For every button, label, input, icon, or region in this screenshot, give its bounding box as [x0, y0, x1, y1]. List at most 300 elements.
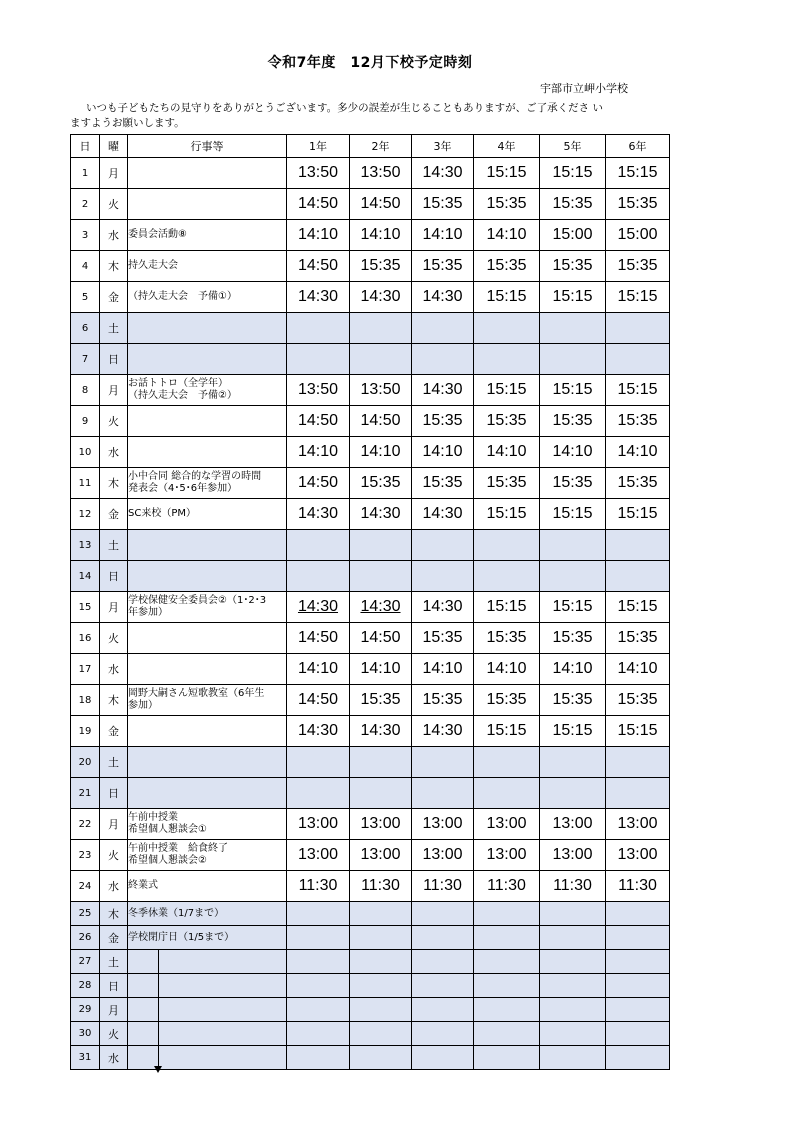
dismissal-time: 15:35 [360, 474, 401, 491]
time-cell-grade-1 [287, 189, 350, 220]
time-cell-grade-3 [412, 220, 474, 251]
time-cell-grade-5 [540, 840, 606, 871]
time-cell-grade-1 [287, 685, 350, 716]
weekday-cell: 木 [100, 468, 128, 499]
time-cell-grade-2 [350, 871, 412, 902]
time-cell-grade-4 [474, 189, 540, 220]
dismissal-time: 14:50 [297, 691, 339, 708]
time-cell-grade-4 [474, 1046, 540, 1070]
dismissal-time: 15:35 [422, 412, 463, 429]
dismissal-time: 13:50 [297, 164, 339, 181]
col-grade-4: 4年 [474, 135, 540, 158]
dismissal-time: 15:15 [617, 598, 658, 615]
day-cell: 30 [71, 1022, 100, 1046]
time-cell-grade-2 [350, 220, 412, 251]
time-cell-grade-4 [474, 592, 540, 623]
time-cell-grade-5 [540, 685, 606, 716]
time-cell-grade-2 [350, 840, 412, 871]
dismissal-time: 15:35 [552, 195, 593, 212]
time-cell-grade-4 [474, 251, 540, 282]
event-cell [128, 974, 287, 998]
dismissal-time: 14:30 [422, 598, 463, 615]
notice-text [70, 101, 670, 131]
time-cell-grade-1 [287, 623, 350, 654]
time-cell-grade-4 [474, 654, 540, 685]
time-cell-grade-1 [287, 974, 350, 998]
time-cell-grade-4 [474, 950, 540, 974]
dismissal-time: 15:15 [486, 164, 527, 181]
dismissal-time: 14:10 [360, 443, 401, 460]
time-cell-grade-3 [412, 809, 474, 840]
time-cell-grade-4 [474, 871, 540, 902]
time-cell-grade-1 [287, 654, 350, 685]
event-cell [128, 437, 287, 468]
dismissal-time: 14:10 [422, 443, 463, 460]
dismissal-time: 13:00 [297, 846, 339, 863]
dismissal-time: 14:50 [297, 195, 339, 212]
weekday-cell: 水 [100, 1046, 128, 1070]
dismissal-time: 14:30 [297, 598, 339, 615]
time-cell-grade-6 [606, 974, 670, 998]
dismissal-time: 14:10 [422, 226, 463, 243]
time-cell-grade-1 [287, 592, 350, 623]
time-cell-grade-3 [412, 685, 474, 716]
time-cell-grade-4 [474, 561, 540, 592]
time-cell-grade-2 [350, 437, 412, 468]
col-grade-1: 1年 [287, 135, 350, 158]
dismissal-time: 14:50 [360, 412, 401, 429]
time-cell-grade-1 [287, 437, 350, 468]
time-cell-grade-1 [287, 282, 350, 313]
time-cell-grade-6 [606, 778, 670, 809]
dismissal-time: 15:35 [486, 629, 527, 646]
notice-line-2: ますようお願いします。 [70, 117, 185, 129]
weekday-cell: 土 [100, 313, 128, 344]
time-cell-grade-4 [474, 685, 540, 716]
event-cell: 午前中授業 希望個人懇談会① [128, 809, 287, 840]
time-cell-grade-4 [474, 778, 540, 809]
dismissal-time: 13:00 [486, 815, 527, 832]
dismissal-time: 13:00 [422, 846, 463, 863]
day-cell: 17 [71, 654, 100, 685]
day-cell: 5 [71, 282, 100, 313]
time-cell-grade-2 [350, 623, 412, 654]
time-cell-grade-5 [540, 716, 606, 747]
time-cell-grade-4 [474, 747, 540, 778]
time-cell-grade-5 [540, 747, 606, 778]
time-cell-grade-3 [412, 251, 474, 282]
event-cell [128, 654, 287, 685]
dismissal-time: 14:50 [297, 629, 339, 646]
time-cell-grade-5 [540, 926, 606, 950]
time-cell-grade-4 [474, 623, 540, 654]
dismissal-time: 13:50 [360, 164, 401, 181]
dismissal-time: 15:00 [552, 226, 593, 243]
day-cell: 21 [71, 778, 100, 809]
time-cell-grade-1 [287, 220, 350, 251]
dismissal-time: 11:30 [553, 877, 592, 894]
time-cell-grade-1 [287, 871, 350, 902]
time-cell-grade-2 [350, 998, 412, 1022]
day-cell: 22 [71, 809, 100, 840]
time-cell-grade-4 [474, 499, 540, 530]
dismissal-time: 15:35 [422, 257, 463, 274]
dismissal-time: 15:35 [552, 257, 593, 274]
dismissal-time: 14:10 [486, 660, 527, 677]
dismissal-time: 11:30 [487, 877, 526, 894]
time-cell-grade-6 [606, 871, 670, 902]
time-cell-grade-5 [540, 375, 606, 406]
dismissal-time: 14:30 [422, 505, 463, 522]
day-cell: 24 [71, 871, 100, 902]
dismissal-time: 15:35 [486, 195, 527, 212]
day-cell: 8 [71, 375, 100, 406]
time-cell-grade-5 [540, 344, 606, 375]
time-cell-grade-6 [606, 950, 670, 974]
weekday-cell: 土 [100, 747, 128, 778]
weekday-cell: 木 [100, 685, 128, 716]
dismissal-time: 15:15 [617, 722, 658, 739]
col-grade-3: 3年 [412, 135, 474, 158]
day-cell: 2 [71, 189, 100, 220]
time-cell-grade-1 [287, 998, 350, 1022]
time-cell-grade-6 [606, 220, 670, 251]
table-row [71, 406, 670, 437]
time-cell-grade-1 [287, 1046, 350, 1070]
time-cell-grade-6 [606, 499, 670, 530]
time-cell-grade-5 [540, 561, 606, 592]
dismissal-time: 14:10 [552, 660, 593, 677]
header-row [71, 135, 670, 158]
time-cell-grade-4 [474, 375, 540, 406]
dismissal-time: 15:35 [617, 474, 658, 491]
time-cell-grade-5 [540, 468, 606, 499]
time-cell-grade-6 [606, 468, 670, 499]
dismissal-time: 14:10 [422, 660, 463, 677]
time-cell-grade-3 [412, 313, 474, 344]
time-cell-grade-3 [412, 902, 474, 926]
event-cell: 岡野大嗣さん短歌教室（6年生 参加） [128, 685, 287, 716]
dismissal-time: 15:35 [486, 474, 527, 491]
event-cell [128, 344, 287, 375]
table-row [71, 220, 670, 251]
time-cell-grade-3 [412, 1022, 474, 1046]
schedule-body [71, 158, 670, 1070]
table-row [71, 716, 670, 747]
time-cell-grade-2 [350, 809, 412, 840]
table-row [71, 189, 670, 220]
weekday-cell: 水 [100, 220, 128, 251]
time-cell-grade-2 [350, 1022, 412, 1046]
time-cell-grade-3 [412, 747, 474, 778]
dismissal-time: 15:35 [552, 629, 593, 646]
event-cell [128, 313, 287, 344]
table-row [71, 926, 670, 950]
dismissal-time: 13:00 [422, 815, 463, 832]
time-cell-grade-4 [474, 926, 540, 950]
time-cell-grade-5 [540, 251, 606, 282]
period-arrow-line [158, 950, 159, 1068]
time-cell-grade-6 [606, 437, 670, 468]
weekday-cell: 金 [100, 716, 128, 747]
day-cell: 26 [71, 926, 100, 950]
time-cell-grade-3 [412, 950, 474, 974]
time-cell-grade-2 [350, 251, 412, 282]
dismissal-time: 14:50 [297, 412, 339, 429]
time-cell-grade-3 [412, 592, 474, 623]
time-cell-grade-2 [350, 406, 412, 437]
table-row [71, 1022, 670, 1046]
time-cell-grade-3 [412, 468, 474, 499]
time-cell-grade-1 [287, 1022, 350, 1046]
dismissal-time: 13:00 [486, 846, 527, 863]
dismissal-time: 11:30 [298, 877, 338, 894]
time-cell-grade-2 [350, 344, 412, 375]
dismissal-time: 14:10 [617, 660, 658, 677]
time-cell-grade-1 [287, 747, 350, 778]
event-cell [128, 998, 287, 1022]
table-row [71, 344, 670, 375]
time-cell-grade-3 [412, 406, 474, 437]
time-cell-grade-5 [540, 220, 606, 251]
dismissal-time: 14:30 [422, 722, 463, 739]
time-cell-grade-4 [474, 716, 540, 747]
weekday-cell: 水 [100, 437, 128, 468]
dismissal-time: 15:35 [360, 257, 401, 274]
time-cell-grade-4 [474, 220, 540, 251]
time-cell-grade-2 [350, 950, 412, 974]
time-cell-grade-2 [350, 974, 412, 998]
time-cell-grade-1 [287, 716, 350, 747]
time-cell-grade-3 [412, 778, 474, 809]
table-row [71, 592, 670, 623]
day-cell: 23 [71, 840, 100, 871]
time-cell-grade-5 [540, 499, 606, 530]
dismissal-time: 15:35 [422, 474, 463, 491]
table-row [71, 685, 670, 716]
time-cell-grade-3 [412, 623, 474, 654]
time-cell-grade-2 [350, 747, 412, 778]
time-cell-grade-6 [606, 1022, 670, 1046]
event-cell [128, 747, 287, 778]
weekday-cell: 日 [100, 778, 128, 809]
time-cell-grade-5 [540, 158, 606, 189]
table-row [71, 809, 670, 840]
time-cell-grade-2 [350, 902, 412, 926]
time-cell-grade-5 [540, 871, 606, 902]
table-row [71, 561, 670, 592]
page-title: 令和7年度 12月下校予定時刻 [267, 55, 473, 71]
dismissal-time: 14:30 [422, 164, 463, 181]
time-cell-grade-1 [287, 530, 350, 561]
time-cell-grade-5 [540, 809, 606, 840]
day-cell: 19 [71, 716, 100, 747]
event-cell: 午前中授業 給食終了 希望個人懇談会② [128, 840, 287, 871]
time-cell-grade-6 [606, 747, 670, 778]
event-cell [128, 530, 287, 561]
time-cell-grade-5 [540, 778, 606, 809]
day-cell: 12 [71, 499, 100, 530]
time-cell-grade-1 [287, 902, 350, 926]
time-cell-grade-1 [287, 950, 350, 974]
time-cell-grade-3 [412, 282, 474, 313]
time-cell-grade-1 [287, 158, 350, 189]
time-cell-grade-6 [606, 158, 670, 189]
time-cell-grade-6 [606, 1046, 670, 1070]
time-cell-grade-2 [350, 716, 412, 747]
dismissal-time: 13:50 [360, 381, 401, 398]
table-row [71, 998, 670, 1022]
time-cell-grade-6 [606, 902, 670, 926]
school-name: 宇部市立岬小学校 [540, 82, 628, 95]
event-cell [128, 1022, 287, 1046]
time-cell-grade-2 [350, 189, 412, 220]
table-row [71, 623, 670, 654]
time-cell-grade-3 [412, 716, 474, 747]
time-cell-grade-5 [540, 998, 606, 1022]
time-cell-grade-2 [350, 561, 412, 592]
time-cell-grade-1 [287, 499, 350, 530]
dismissal-time: 14:50 [297, 474, 339, 491]
day-cell: 20 [71, 747, 100, 778]
time-cell-grade-4 [474, 809, 540, 840]
col-grade-2: 2年 [350, 135, 412, 158]
table-row [71, 282, 670, 313]
day-cell: 3 [71, 220, 100, 251]
event-cell: 小中合同 総合的な学習の時間 発表会（4･5･6年参加） [128, 468, 287, 499]
weekday-cell: 土 [100, 950, 128, 974]
dismissal-time: 14:10 [297, 443, 339, 460]
time-cell-grade-1 [287, 344, 350, 375]
weekday-cell: 火 [100, 1022, 128, 1046]
day-cell: 28 [71, 974, 100, 998]
table-row [71, 437, 670, 468]
day-cell: 15 [71, 592, 100, 623]
event-cell: 学校閉庁日（1/5まで） [128, 926, 287, 950]
time-cell-grade-4 [474, 313, 540, 344]
col-grade-6: 6年 [606, 135, 670, 158]
time-cell-grade-6 [606, 251, 670, 282]
dismissal-time: 14:10 [486, 226, 527, 243]
table-row [71, 468, 670, 499]
time-cell-grade-5 [540, 902, 606, 926]
dismissal-time: 14:50 [360, 195, 401, 212]
weekday-cell: 月 [100, 998, 128, 1022]
table-row [71, 747, 670, 778]
time-cell-grade-5 [540, 623, 606, 654]
dismissal-time: 15:15 [552, 381, 593, 398]
day-cell: 25 [71, 902, 100, 926]
dismissal-time: 15:35 [360, 691, 401, 708]
time-cell-grade-5 [540, 1046, 606, 1070]
time-cell-grade-2 [350, 530, 412, 561]
time-cell-grade-5 [540, 950, 606, 974]
time-cell-grade-3 [412, 499, 474, 530]
table-row [71, 654, 670, 685]
col-day: 日 [71, 135, 100, 158]
dismissal-time: 14:50 [360, 629, 401, 646]
dismissal-time: 14:10 [360, 226, 401, 243]
event-cell: 学校保健安全委員会②（1･2･3 年参加） [128, 592, 287, 623]
event-cell [128, 561, 287, 592]
time-cell-grade-3 [412, 437, 474, 468]
event-cell: （持久走大会 予備①） [128, 282, 287, 313]
dismissal-time: 15:15 [617, 164, 658, 181]
time-cell-grade-3 [412, 998, 474, 1022]
time-cell-grade-2 [350, 926, 412, 950]
time-cell-grade-1 [287, 251, 350, 282]
dismissal-time: 15:15 [552, 598, 593, 615]
event-cell: お話トトロ（全学年） （持久走大会 予備②） [128, 375, 287, 406]
table-row [71, 950, 670, 974]
time-cell-grade-5 [540, 189, 606, 220]
time-cell-grade-1 [287, 313, 350, 344]
dismissal-time: 15:15 [486, 505, 527, 522]
time-cell-grade-5 [540, 282, 606, 313]
time-cell-grade-6 [606, 840, 670, 871]
weekday-cell: 水 [100, 654, 128, 685]
time-cell-grade-4 [474, 158, 540, 189]
time-cell-grade-3 [412, 926, 474, 950]
time-cell-grade-5 [540, 1022, 606, 1046]
time-cell-grade-5 [540, 313, 606, 344]
time-cell-grade-6 [606, 530, 670, 561]
weekday-cell: 日 [100, 344, 128, 375]
time-cell-grade-4 [474, 998, 540, 1022]
dismissal-time: 15:15 [617, 505, 658, 522]
dismissal-time: 15:15 [552, 288, 593, 305]
dismissal-time: 15:35 [617, 629, 658, 646]
dismissal-time: 15:35 [552, 474, 593, 491]
table-row [71, 251, 670, 282]
table-row [71, 158, 670, 189]
dismissal-time: 15:35 [617, 691, 658, 708]
time-cell-grade-1 [287, 406, 350, 437]
event-cell [128, 406, 287, 437]
dismissal-time: 14:10 [360, 660, 401, 677]
table-row [71, 840, 670, 871]
table-row [71, 974, 670, 998]
dismissal-time: 14:30 [360, 505, 401, 522]
dismissal-time: 14:30 [360, 288, 401, 305]
time-cell-grade-3 [412, 654, 474, 685]
weekday-cell: 金 [100, 926, 128, 950]
day-cell: 29 [71, 998, 100, 1022]
time-cell-grade-1 [287, 375, 350, 406]
event-cell [128, 623, 287, 654]
dismissal-time: 14:10 [297, 226, 339, 243]
dismissal-time: 13:50 [297, 381, 339, 398]
time-cell-grade-3 [412, 871, 474, 902]
dismissal-time: 14:30 [297, 505, 339, 522]
dismissal-time: 15:35 [617, 412, 658, 429]
event-cell: 終業式 [128, 871, 287, 902]
time-cell-grade-3 [412, 530, 474, 561]
event-cell: 委員会活動⑧ [128, 220, 287, 251]
time-cell-grade-4 [474, 902, 540, 926]
time-cell-grade-3 [412, 974, 474, 998]
dismissal-time: 15:35 [422, 195, 463, 212]
dismissal-time: 15:15 [486, 381, 527, 398]
dismissal-time: 14:10 [297, 660, 339, 677]
time-cell-grade-4 [474, 840, 540, 871]
weekday-cell: 火 [100, 189, 128, 220]
time-cell-grade-3 [412, 1046, 474, 1070]
dismissal-time: 14:30 [297, 288, 339, 305]
col-event: 行事等 [128, 135, 287, 158]
dismissal-time: 14:10 [552, 443, 593, 460]
day-cell: 1 [71, 158, 100, 189]
